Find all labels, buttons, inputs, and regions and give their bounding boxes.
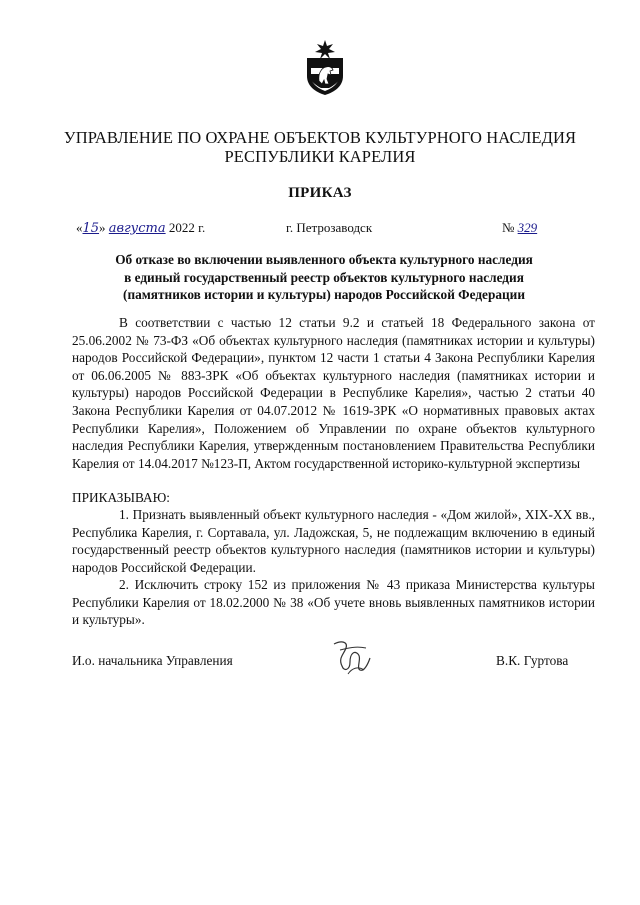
order-date [76, 220, 205, 236]
order-item-1: 1. Признать выявленный объект культурного наследия - «Дом жилой», XIX-XX вв., Республика Карелия, г. Сортавала, ул. Ладожская, 5, не подлежащим включению в единый государственный реестр объектов культурного наследия (памятников истории и культуры) народов Российской Федерации. [72, 507, 595, 575]
subject-line-2: в единый государственный реестр объектов культурного наследия [124, 269, 524, 285]
agency-line-1: УПРАВЛЕНИЕ ПО ОХРАНЕ ОБЪЕКТОВ КУЛЬТУРНОГО НАСЛЕДИЯ [63, 128, 577, 147]
handwritten-signature-icon [328, 636, 376, 680]
orders-heading: ПРИКАЗЫВАЮ: [72, 490, 170, 505]
karelia-coat-of-arms-icon [303, 36, 347, 96]
order-city: г. Петрозаводск [286, 220, 373, 235]
order-month: августа [108, 221, 166, 236]
signer-name: В.К. Гуртова [496, 653, 569, 668]
order-item-2: 2. Исключить строку 152 из приложения № 43 приказа Министерства культуры Республики Карелия от 18.02.2000 № 38 «Об учете вновь выявленных памятников истории и культуры». [72, 577, 595, 628]
quote-close: » [99, 220, 106, 235]
order-year: 2022 г. [168, 220, 206, 235]
signer-position: И.о. начальника Управления [72, 653, 233, 668]
agency-line-2: РЕСПУБЛИКИ КАРЕЛИЯ [224, 147, 416, 166]
preamble-paragraph: В соответствии с частью 12 статьи 9.2 и статьей 18 Федерального закона от 25.06.2002 № 73-ФЗ «Об объектах культурного наследия (памятниках истории и культуры) народов Российской Федерации», пунктом 12 части 1 статьи 4 Закона Республики Карелия от 06.06.2005 № 883-ЗРК «Об объектах культурного наследия (памятниках истории и культуры) народов Российской Федерации в Республике Карелия», частью 2 статьи 40 Закона Республики Карелия от 04.07.2012 № 1619-ЗРК «О нормативных правовых актах Республики Карелия», Положением об Управлении по охране объектов культурного наследия Республики Карелия, утвержденным постановлением Правительства Республики Карелия от 14.04.2017 №123-П, Актом государственной историко-культурной экспертизы [72, 315, 595, 471]
order-subject [90, 251, 558, 304]
number-value: 329 [517, 220, 538, 235]
document-type: ПРИКАЗ [288, 185, 352, 201]
subject-line-3: (памятников истории и культуры) народов Российской Федерации [123, 287, 525, 302]
order-number [502, 220, 537, 236]
order-day: 15 [82, 221, 100, 236]
agency-name [0, 128, 640, 166]
subject-line-1: Об отказе во включении выявленного объекта культурного наследия [115, 252, 533, 267]
number-label: № [502, 220, 515, 235]
quote-open: « [76, 220, 83, 235]
